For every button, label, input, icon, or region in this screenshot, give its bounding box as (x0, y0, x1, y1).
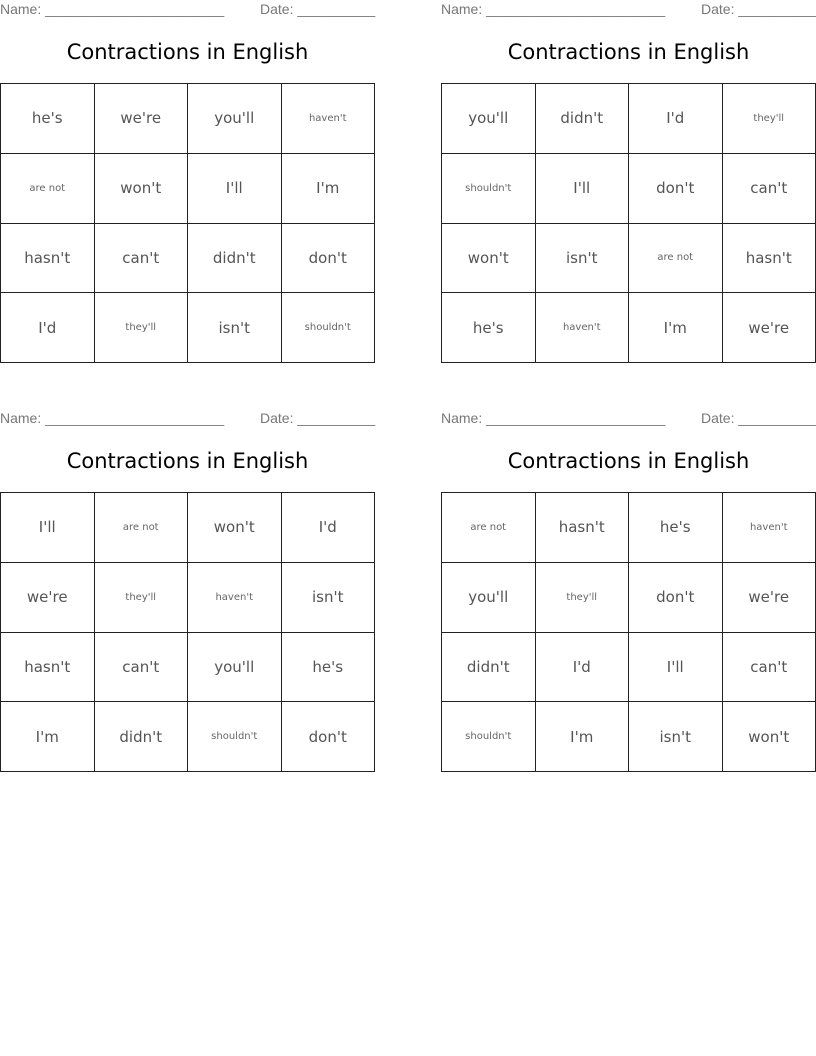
bingo-cell: isn't (536, 224, 630, 294)
bingo-cell: we're (1, 563, 95, 633)
bingo-cell: I'm (1, 702, 95, 772)
bingo-cell: I'll (536, 154, 630, 224)
bingo-cell: didn't (95, 702, 189, 772)
bingo-cell: I'm (282, 154, 376, 224)
bingo-cell: they'll (723, 84, 816, 154)
bingo-cell: haven't (723, 493, 816, 563)
bingo-cell: haven't (536, 293, 630, 363)
card-title: Contractions in English (66, 40, 309, 64)
bingo-cell: you'll (442, 563, 536, 633)
bingo-cell: isn't (188, 293, 282, 363)
bingo-card-3 (0, 409, 375, 774)
bingo-cell: shouldn't (282, 293, 376, 363)
bingo-cell: I'm (536, 702, 630, 772)
bingo-cell: we're (95, 84, 189, 154)
date-field-label: Date: __________ (260, 1, 376, 17)
bingo-cell: we're (723, 293, 816, 363)
bingo-cell: haven't (282, 84, 376, 154)
bingo-cell: they'll (95, 293, 189, 363)
bingo-cell: can't (723, 154, 816, 224)
bingo-cell: you'll (442, 84, 536, 154)
bingo-grid (0, 83, 375, 363)
card-header (441, 1, 816, 21)
name-field-label: Name: _______________________ (441, 410, 666, 426)
date-field-label: Date: __________ (701, 410, 816, 426)
bingo-cell: I'd (1, 293, 95, 363)
bingo-cell: are not (95, 493, 189, 563)
bingo-cell: he's (442, 293, 536, 363)
bingo-cell: can't (723, 633, 816, 703)
bingo-cell: they'll (536, 563, 630, 633)
bingo-cell: I'll (188, 154, 282, 224)
name-field-label: Name: _______________________ (441, 1, 666, 17)
bingo-cell: don't (282, 702, 376, 772)
bingo-cell: don't (282, 224, 376, 294)
bingo-cell: you'll (188, 633, 282, 703)
bingo-cell: are not (1, 154, 95, 224)
bingo-cell: can't (95, 633, 189, 703)
card-header (441, 410, 816, 430)
bingo-cell: he's (629, 493, 723, 563)
bingo-cell: hasn't (1, 633, 95, 703)
bingo-cell: he's (282, 633, 376, 703)
bingo-cell: he's (1, 84, 95, 154)
bingo-cell: hasn't (536, 493, 630, 563)
name-field-label: Name: _______________________ (0, 1, 225, 17)
date-field-label: Date: __________ (701, 1, 816, 17)
bingo-cell: shouldn't (188, 702, 282, 772)
bingo-cell: isn't (282, 563, 376, 633)
bingo-cell: haven't (188, 563, 282, 633)
bingo-cell: shouldn't (442, 702, 536, 772)
card-title: Contractions in English (507, 40, 750, 64)
bingo-cell: hasn't (1, 224, 95, 294)
bingo-cell: isn't (629, 702, 723, 772)
bingo-cell: won't (723, 702, 816, 772)
bingo-cell: I'll (1, 493, 95, 563)
bingo-cell: won't (188, 493, 282, 563)
bingo-cell: didn't (536, 84, 630, 154)
card-header (0, 410, 375, 430)
bingo-cell: didn't (188, 224, 282, 294)
bingo-cell: can't (95, 224, 189, 294)
card-title: Contractions in English (66, 449, 309, 473)
bingo-cell: are not (442, 493, 536, 563)
bingo-cell: shouldn't (442, 154, 536, 224)
bingo-cell: I'd (536, 633, 630, 703)
bingo-grid (441, 83, 816, 363)
bingo-cell: I'll (629, 633, 723, 703)
bingo-cell: are not (629, 224, 723, 294)
bingo-card-2 (441, 0, 816, 365)
bingo-grid (441, 492, 816, 772)
bingo-cell: didn't (442, 633, 536, 703)
bingo-cell: you'll (188, 84, 282, 154)
bingo-cell: I'd (282, 493, 376, 563)
bingo-cell: hasn't (723, 224, 816, 294)
bingo-card-1 (0, 0, 375, 365)
name-field-label: Name: _______________________ (0, 410, 225, 426)
card-title: Contractions in English (507, 449, 750, 473)
bingo-cell: don't (629, 154, 723, 224)
bingo-cell: won't (442, 224, 536, 294)
bingo-card-4 (441, 409, 816, 774)
card-header (0, 1, 375, 21)
date-field-label: Date: __________ (260, 410, 376, 426)
bingo-cell: we're (723, 563, 816, 633)
bingo-cell: I'm (629, 293, 723, 363)
bingo-cell: won't (95, 154, 189, 224)
bingo-cell: they'll (95, 563, 189, 633)
bingo-cell: don't (629, 563, 723, 633)
bingo-grid (0, 492, 375, 772)
bingo-cell: I'd (629, 84, 723, 154)
